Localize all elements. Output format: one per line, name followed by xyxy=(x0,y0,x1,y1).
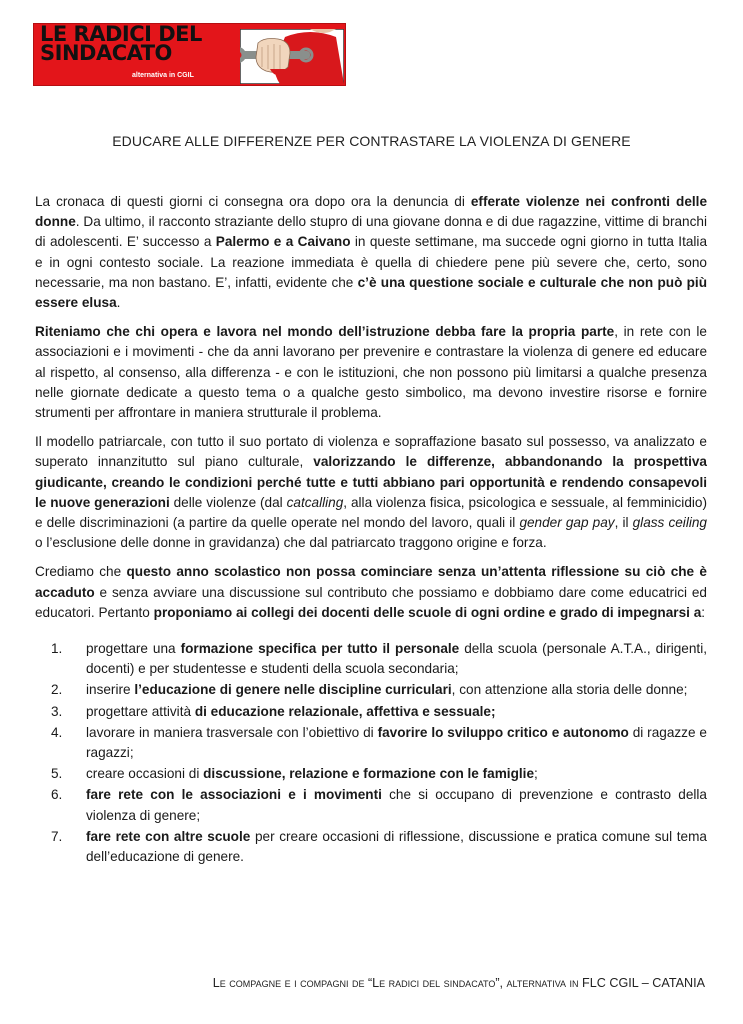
list-item xyxy=(35,764,707,784)
text-run: , il xyxy=(614,515,633,531)
bold-text: questo anno scolastico non possa cominciare senza un’attenta riflessione su ciò che è accaduto xyxy=(35,564,707,600)
list-text xyxy=(86,682,687,697)
bold-text: Riteniamo che chi opera e lavora nel mondo dell’istruzione debba fare la propria parte xyxy=(35,324,615,340)
text-run: e senza avviare una discussione sul contributo che possiamo e dobbiamo dare come educatrici ed educatori. Pertanto xyxy=(35,584,707,620)
paragraph xyxy=(35,432,707,553)
bold-text: discussione, relazione e formazione con le famiglie xyxy=(203,766,535,782)
paragraph xyxy=(35,322,707,423)
text-run: della scuola (personale A.T.A., dirigenti, docenti) e per studentesse e studenti della scuola secondaria; xyxy=(86,641,707,677)
bold-text: di educazione relazionale, affettiva e sessuale; xyxy=(194,703,496,719)
text-run: di ragazze e ragazzi; xyxy=(86,724,707,761)
fist-wrench-icon xyxy=(240,29,344,84)
bold-text: formazione specifica per tutto il personale xyxy=(180,641,460,657)
list-number: 5. xyxy=(51,766,63,782)
bold-text: proponiamo ai collegi dei docenti delle scuole di ogni ordine e grado di impegnarsi a xyxy=(153,604,702,620)
bold-text: fare rete con le associazioni e i movimenti xyxy=(86,787,382,803)
document-body xyxy=(35,192,707,868)
document-title: EDUCARE ALLE DIFFERENZE PER CONTRASTARE LA VIOLENZA DI GENERE xyxy=(112,133,631,149)
bold-text: Palermo e a Caivano xyxy=(215,234,351,250)
bold-text: c’è una questione sociale e culturale che non può più essere elusa xyxy=(35,274,708,311)
bold-text: l’educazione di genere nelle discipline curriculari xyxy=(134,682,452,698)
list-number: 6. xyxy=(51,787,63,803)
list-number: 3. xyxy=(51,703,63,719)
italic-text: glass ceiling xyxy=(632,515,707,531)
list-number: 2. xyxy=(51,682,63,698)
bold-text: valorizzando le differenze, abbandonando la prospettiva giudicante, creando le condizioni perché tutte e tutti abbiano pari opportunità e rendendo consapevoli le nuove generazioni xyxy=(35,454,707,510)
list-item xyxy=(35,827,707,867)
proposal-list xyxy=(35,639,707,867)
list-text xyxy=(86,704,496,719)
text-run: progettare una xyxy=(86,641,181,657)
bold-text: fare rete con altre scuole xyxy=(86,828,251,844)
text-run: Crediamo che xyxy=(35,564,127,580)
text-run: ; xyxy=(534,766,538,782)
italic-text: gender gap pay xyxy=(519,515,615,531)
list-text xyxy=(86,787,707,822)
text-run: o l’esclusione delle donne in gravidanza) che dal patriarcato traggono origine e forza. xyxy=(35,535,547,551)
text-run: . xyxy=(116,295,121,311)
text-run: La cronaca di questi giorni ci consegna ora dopo ora la denuncia di xyxy=(35,194,471,209)
text-run: , in rete con le associazioni e i movimenti - che da anni lavorano per prevenire e contrastare la violenza di genere ed educare al rispetto, al consenso, alla differenza - e con le istituzioni, che non possono più limitarsi a qualche presenza nelle giornate dedicate a questo tema o a qualche gesto simbolico, ma devono investire risorse e fornire strumenti per affrontare in maniera strutturale il problema. xyxy=(35,324,707,421)
text-run: Il modello patriarcale, con tutto il suo portato di violenza e sopraffazione basato sul possesso, va analizzato e superato innanzitutto sul piano culturale, xyxy=(35,434,707,470)
logo-line-2: SINDACATO xyxy=(40,41,172,65)
list-item xyxy=(35,702,707,722)
logo-subtitle: alternativa in CGIL xyxy=(132,72,194,79)
list-text xyxy=(86,641,707,676)
list-text xyxy=(86,829,707,864)
list-item xyxy=(35,785,707,825)
text-run: in queste settimane, ma succede ogni giorno in tutta Italia e in ogni contesto sociale. La reazione immediata è quella di chiedere pene più severe che, certo, sono necessarie, ma non bastano. E’, infatti, evidente che xyxy=(35,234,708,290)
text-run: lavorare in maniera trasversale con l’obiettivo di xyxy=(86,724,378,740)
paragraph xyxy=(35,562,707,623)
text-run: , alla violenza fisica, psicologica e sessuale, al femminicidio) e delle discriminazioni (a partire da quelle operate nel mondo del lavoro, quali il xyxy=(35,494,707,531)
bold-text: favorire lo sviluppo critico e autonomo xyxy=(377,724,629,740)
text-run: progettare attività xyxy=(86,703,195,719)
bold-text: efferate violenze nei confronti delle donne xyxy=(35,194,708,230)
list-item xyxy=(35,723,707,763)
logo-line-1: LE RADICI DEL xyxy=(40,23,202,46)
text-run: che si occupano di prevenzione e contrasto della violenza di genere; xyxy=(86,787,707,823)
list-number: 7. xyxy=(51,828,63,844)
signature-footer: Le compagne e i compagni de “Le radici del sindacato”, alternativa in FLC CGIL – CATANIA xyxy=(212,976,705,990)
text-run: delle violenze (dal xyxy=(169,494,287,510)
text-run: , con attenzione alla storia delle donne; xyxy=(451,682,688,698)
list-text xyxy=(86,766,538,781)
logo-title xyxy=(40,25,202,63)
text-run: . Da ultimo, il racconto straziante dello stupro di una giovane donna e di due ragazzine, vittime di branchi di adolescenti. E’ successo a xyxy=(35,214,707,250)
text-run: per creare occasioni di riflessione, discussione e pratica comune sul tema dell’educazione di genere. xyxy=(86,828,707,865)
text-run: creare occasioni di xyxy=(86,766,204,782)
paragraph xyxy=(35,192,707,313)
list-item xyxy=(35,680,707,700)
list-text xyxy=(86,725,707,760)
logo-banner xyxy=(33,23,346,86)
list-item xyxy=(35,639,707,679)
list-number: 4. xyxy=(51,724,63,740)
list-number: 1. xyxy=(51,641,63,657)
text-run: inserire xyxy=(86,682,135,698)
italic-text: catcalling xyxy=(286,494,344,510)
text-run: : xyxy=(701,604,706,620)
